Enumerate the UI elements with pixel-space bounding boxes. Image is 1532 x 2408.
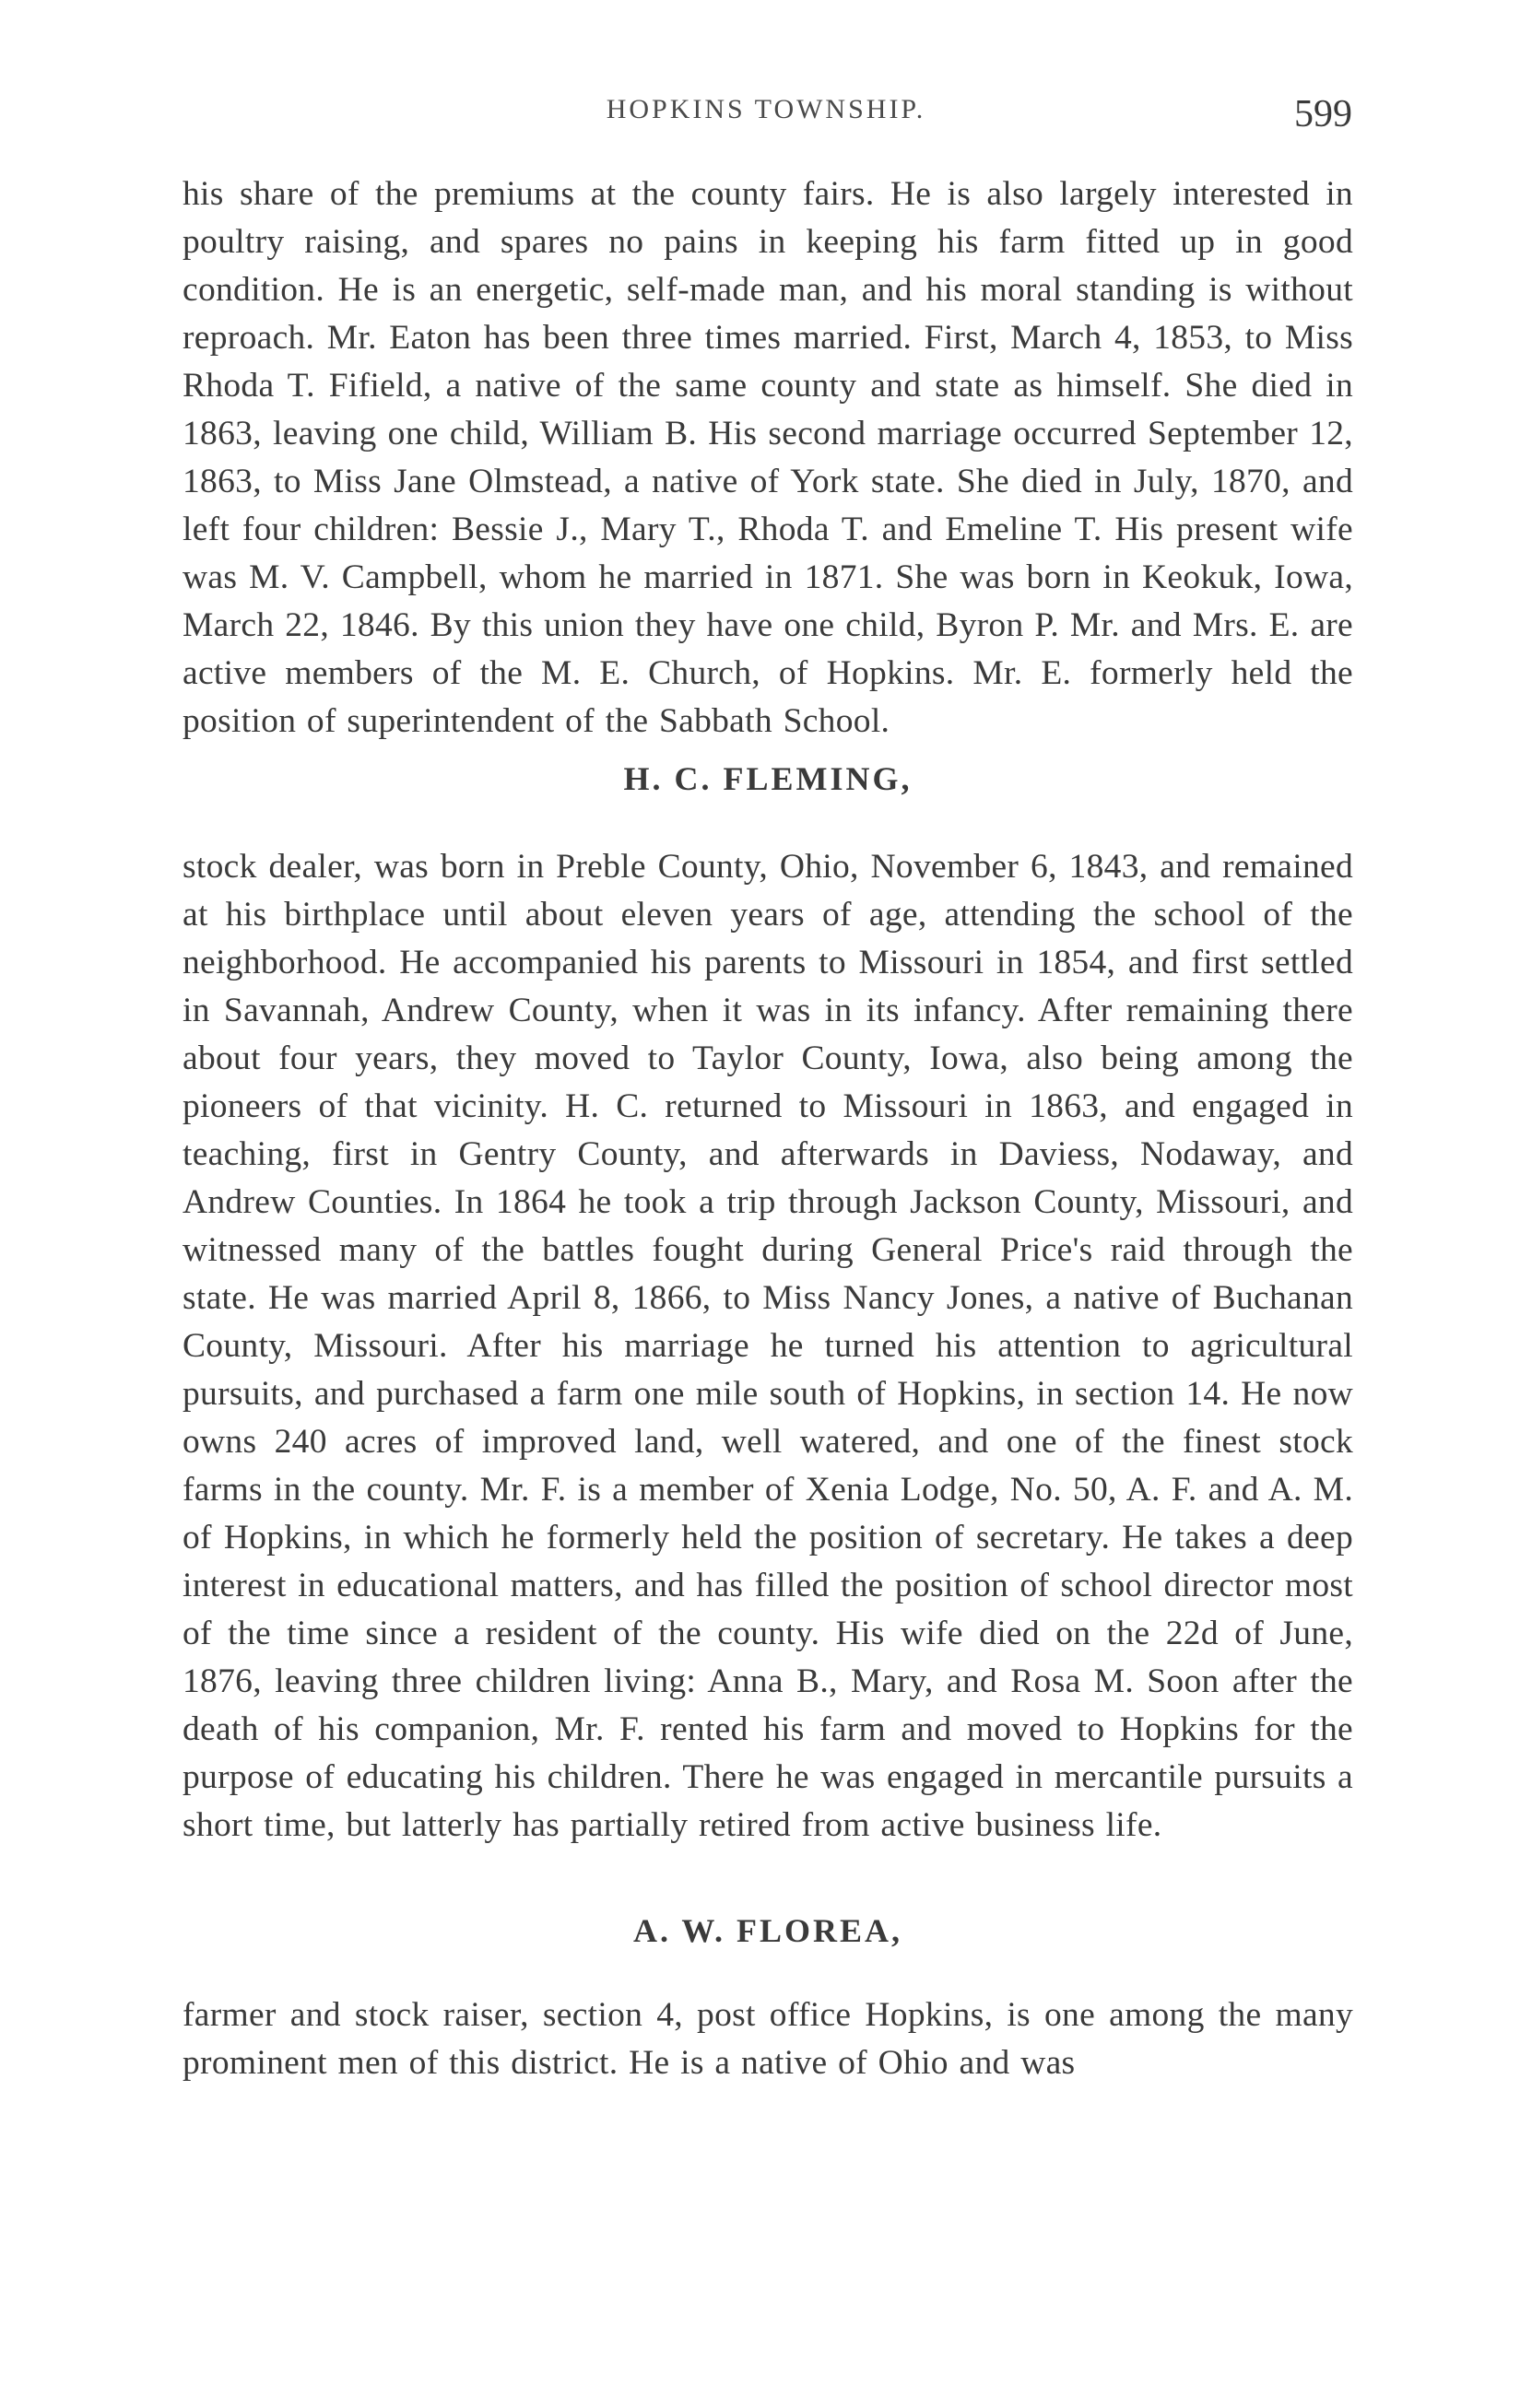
running-header <box>0 93 1532 135</box>
paragraph-fleming: stock dealer, was born in Preble County, Ohio, November 6, 1843, and remained at his birthplace until about eleven years of age, attending the school of the neighborhood. He accompanied his parents to Missouri in 1854, and first settled in Savannah, Andrew County, when it was in its infancy. After remaining there about four years, they moved to Taylor County, Iowa, also being among the pioneers of that vicinity. H. C. returned to Missouri in 1863, and engaged in teaching, first in Gentry County, and afterwards in Daviess, Nodaway, and Andrew Counties. In 1864 he took a trip through Jackson County, Missouri, and witnessed many of the battles fought during General Price's raid through the state. He was married April 8, 1866, to Miss Nancy Jones, a native of Buchanan County, Missouri. After his marriage he turned his attention to agricultural pursuits, and purchased a farm one mile south of Hopkins, in section 14. He now owns 240 acres of improved land, well watered, and one of the finest stock farms in the county. Mr. F. is a member of Xenia Lodge, No. 50, A. F. and A. M. of Hopkins, in which he formerly held the position of secretary. He takes a deep interest in educational matters, and has filled the position of school director most of the time since a resident of the county. His wife died on the 22d of June, 1876, leaving three children living: Anna B., Mary, and Rosa M. Soon after the death of his companion, Mr. F. rented his farm and moved to Hopkins for the purpose of educating his children. There he was engaged in mercantile pursuits a short time, but latterly has partially retired from active business life. <box>183 848 1353 1844</box>
running-title: HOPKINS TOWNSHIP. <box>606 94 926 124</box>
heading-florea: A. W. FLOREA, <box>632 1912 903 1949</box>
paragraph-eaton-continued: his share of the premiums at the county fairs. He is also largely interested in poultry raising, and spares no pains in keeping his farm fitted up in good condition. He is an energetic, self-made man, and his moral standing is without reproach. Mr. Eaton has been three times married. First, March 4, 1853, to Miss Rhoda T. Fifield, a native of the same county and state as himself. She died in 1863, leaving one child, William B. His second marriage occurred September 12, 1863, to Miss Jane Olmstead, a native of York state. She died in July, 1870, and left four children: Bessie J., Mary T., Rhoda T. and Emeline T. His present wife was M. V. Campbell, whom he married in 1871. She was born in Keokuk, Iowa, March 22, 1846. By this union they have one child, Byron P. Mr. and Mrs. E. are active members of the M. E. Church, of Hopkins. Mr. E. formerly held the position of superintendent of the Sabbath School. <box>183 175 1353 740</box>
heading-fleming: H. C. FLEMING, <box>623 760 913 797</box>
paragraph-florea: farmer and stock raiser, section 4, post office Hopkins, is one among the many prominent men of this district. He is a native of Ohio and was <box>183 1996 1353 2082</box>
page-number: 599 <box>1294 93 1352 135</box>
body-text <box>183 170 1353 2087</box>
